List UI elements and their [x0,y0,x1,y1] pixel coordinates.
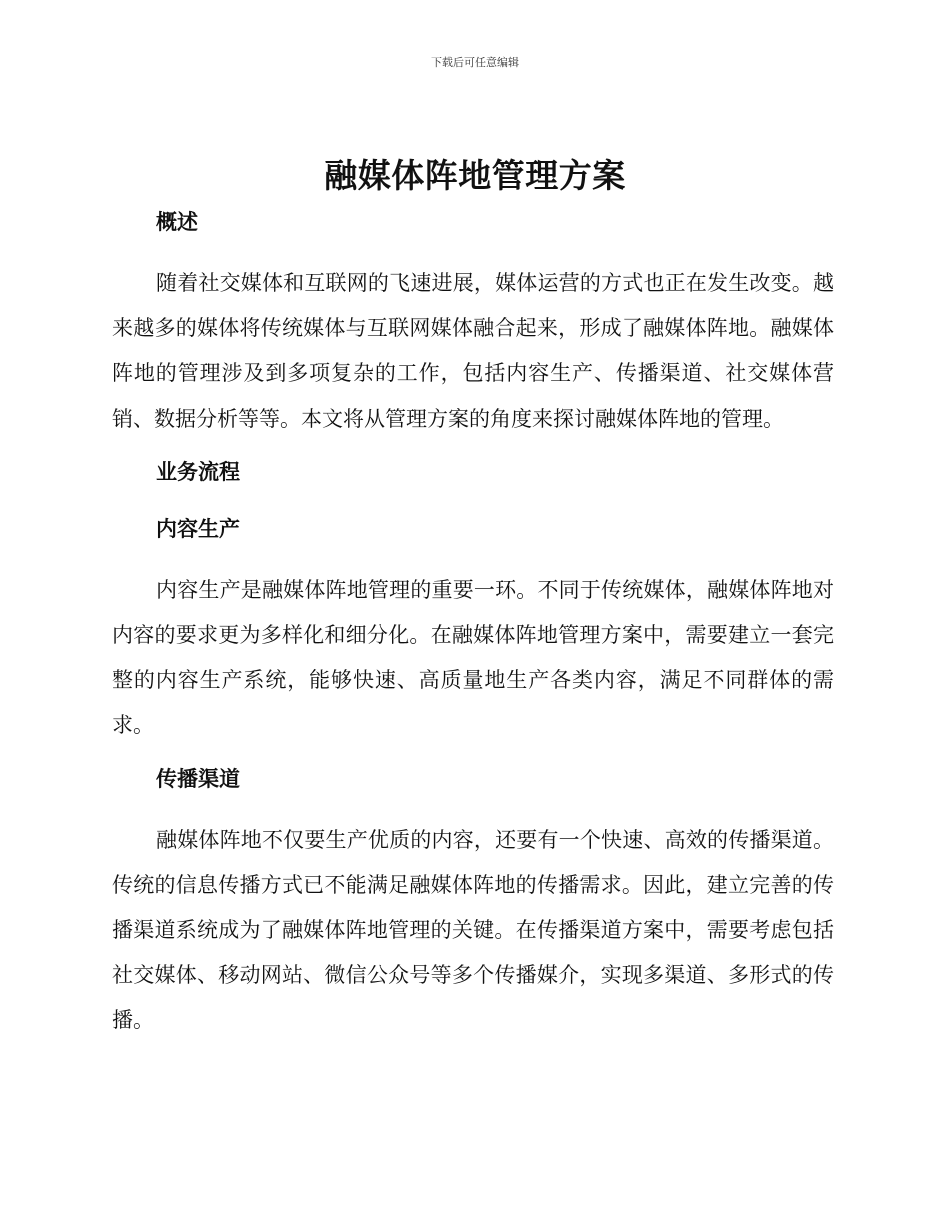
section-paragraph-overview: 随着社交媒体和互联网的飞速进展，媒体运营的方式也正在发生改变。越来越多的媒体将传统媒体与互联网媒体融合起来，形成了融媒体阵地。融媒体阵地的管理涉及到多项复杂的工作，包括内容生产、传播渠道、社交媒体营销、数据分析等等。本文将从管理方案的角度来探讨融媒体阵地的管理。 [112,271,834,431]
section-heading-distribution-channels: 传播渠道 [156,766,240,791]
section-paragraph-distribution-channels: 融媒体阵地不仅要生产优质的内容，还要有一个快速、高效的传播渠道。传统的信息传播方式已不能满足融媒体阵地的传播需求。因此，建立完善的传播渠道系统成为了融媒体阵地管理的关键。在传播渠道方案中，需要考虑包括社交媒体、移动网站、微信公众号等多个传播媒介，实现多渠道、多形式的传播。 [112,827,834,1033]
section-heading-business-process: 业务流程 [156,459,240,484]
section-paragraph-content-production: 内容生产是融媒体阵地管理的重要一环。不同于传统媒体，融媒体阵地对内容的要求更为多样化和细分化。在融媒体阵地管理方案中，需要建立一套完整的内容生产系统，能够快速、高质量地生产各类内容，满足不同群体的需求。 [112,577,834,738]
section-heading-overview: 概述 [156,210,198,234]
header-note: 下载后可任意编辑 [431,56,519,69]
section-heading-content-production: 内容生产 [156,516,240,541]
document-body [112,204,834,1056]
document-title: 融媒体阵地管理方案 [324,156,626,195]
